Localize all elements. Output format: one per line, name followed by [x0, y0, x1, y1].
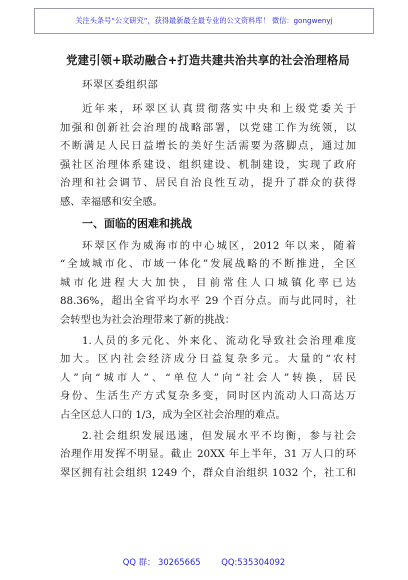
header-line-1: 关注头条号“公文研究”，获得最新最全最专业的公文资料库！ 微信：gongwenyj — [75, 15, 333, 25]
paragraph-line: 感、幸福感和安全感。 — [60, 195, 163, 208]
paragraph-line: 会转型也为社会治理带来了新的挑战： — [60, 313, 236, 326]
footer-qq-group: QQ 群： 30265665 — [122, 557, 201, 567]
paragraph-line: 88.36%，超出全省平均水平 29 个百分点。而与此同时，社 — [60, 295, 356, 308]
intro-paragraph — [60, 100, 356, 212]
section-paragraph — [60, 332, 356, 425]
paragraph-line: 强社区治理体系建设、组织建设、机制建设，实现了政府 — [60, 158, 356, 171]
paragraph-line: 治理和社会调节、居民自治良性互动，提升了群众的获得 — [60, 177, 356, 190]
paragraph-line: “全域城市化、市域一体化”发展战略的不断推进，全区 — [60, 258, 356, 271]
paragraph-line: 翠区拥有社会组织 1249 个，群众自治组织 1032 个，社工和 — [60, 466, 356, 479]
paragraph-line: 占全区总人口的 1/3，成为全区社会治理的难点。 — [60, 408, 286, 421]
document-author: 环翠区委组织部 — [82, 79, 159, 91]
paragraph-line: 身份、生活生产方式复杂多变，同时区内流动人口高达万 — [60, 390, 356, 403]
paragraph-line: 治理作用发挥不明显。截止 20XX 年上半年，31 万人口的环 — [60, 448, 356, 461]
paragraph-line: 2.社会组织发展迅速，但发展水平不均衡，参与社会 — [82, 429, 356, 442]
footer-qq-number: QQ:535304092 — [221, 557, 286, 567]
paragraph-line: 不断满足人民日益增长的美好生活需要为落脚点，通过加 — [60, 140, 356, 153]
document-body — [60, 52, 356, 484]
footer-contact — [0, 556, 408, 568]
section-heading: 一、面临的困难和挑战 — [82, 216, 192, 230]
document-title: 党建引领+联动融合+打造共建共治共享的社会治理格局 — [66, 54, 350, 67]
paragraph-line: 加大。区内社会经济成分日益复杂多元。大量的“农村 — [60, 353, 356, 366]
paragraph-line: 环翠区作为威海市的中心城区，2012 年以来，随着 — [82, 239, 356, 252]
paragraph-line: 城市化进程大大加快，目前常住人口城镇化率已达 — [60, 276, 356, 289]
paragraph-line: 加强和创新社会治理的战略部署，以党建工作为统领，以 — [60, 121, 356, 134]
section-paragraph — [60, 427, 356, 483]
paragraph-line: 近年来，环翠区认真贯彻落实中央和上级党委关于 — [82, 103, 356, 115]
paragraph-line: 1.人员的多元化、外来化、流动化导致社会治理难度 — [82, 334, 356, 347]
paragraph-line: 人”向“城市人”、“单位人”向“社会人”转换，居民 — [60, 371, 356, 384]
header-banner — [34, 8, 374, 34]
section-paragraph — [60, 237, 356, 330]
